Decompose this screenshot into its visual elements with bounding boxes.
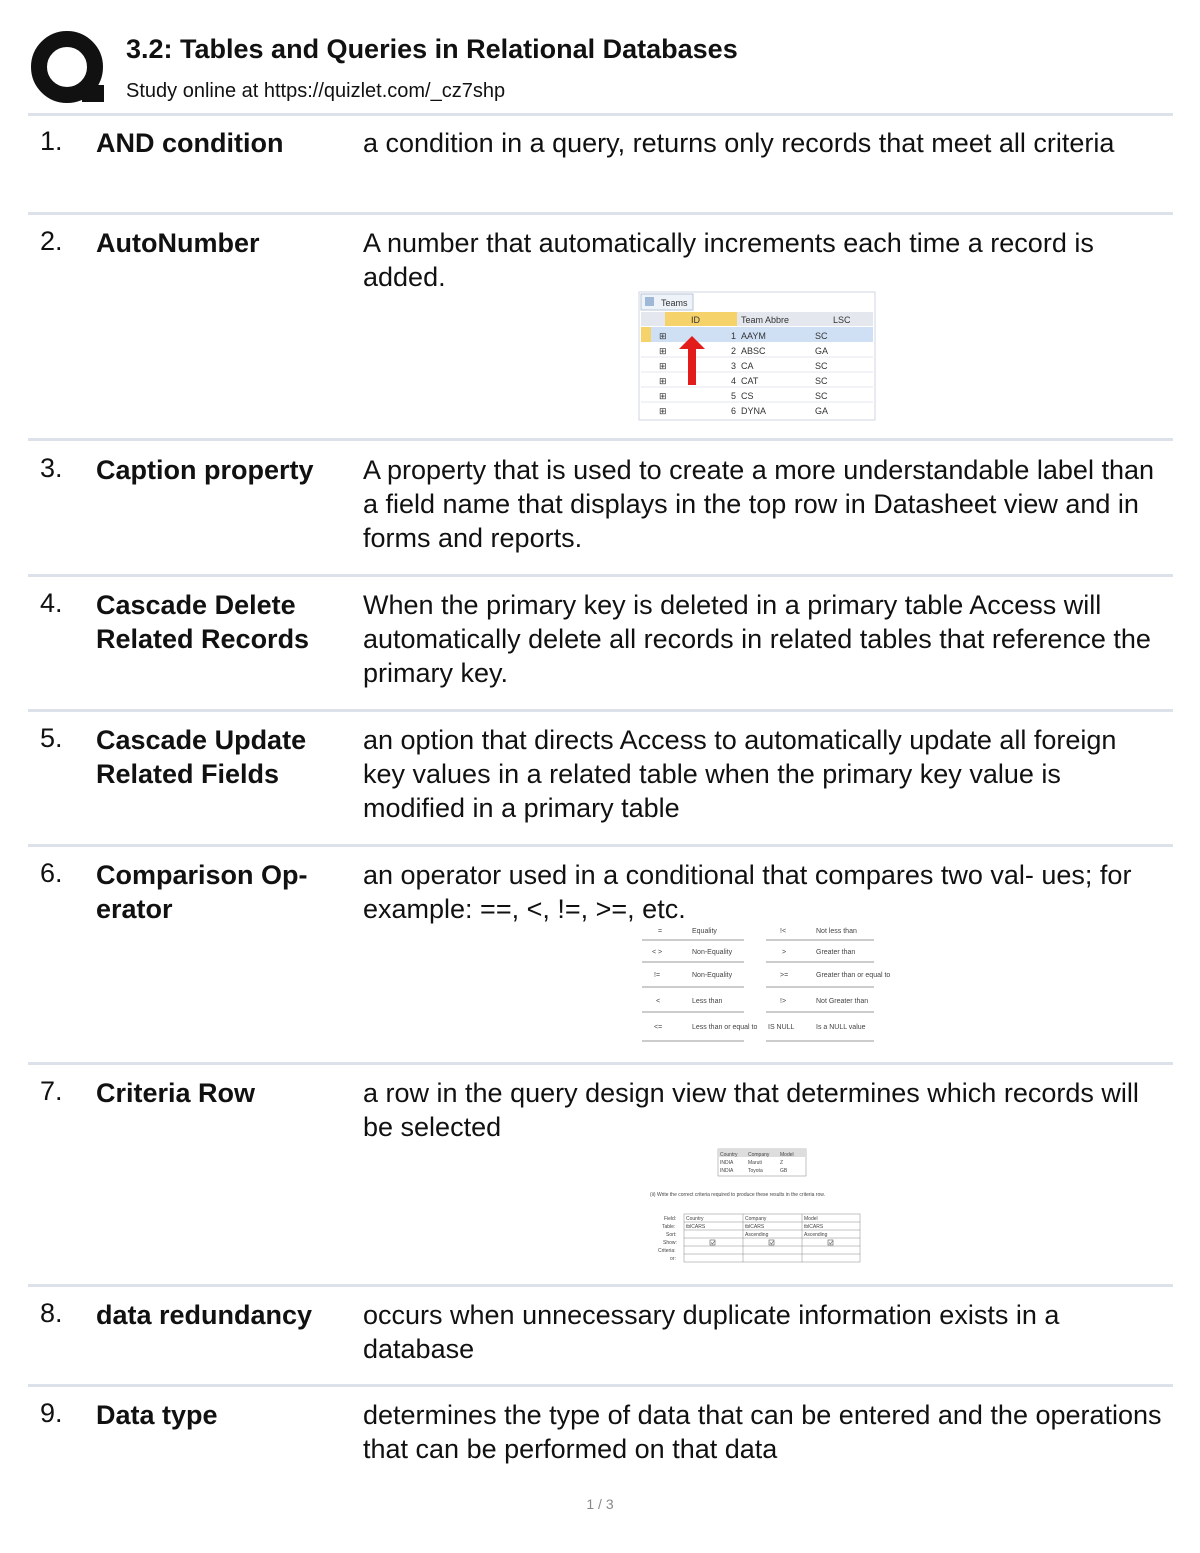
divider <box>28 113 1173 116</box>
row-abbr: CAT <box>741 376 759 386</box>
quizlet-logo-icon <box>30 30 106 106</box>
page-number: 1 / 3 <box>586 1496 614 1512</box>
item-definition: A number that automatically increments each time a record is added. <box>363 228 1094 292</box>
divider <box>28 844 1173 847</box>
row-id: 1 <box>731 331 737 341</box>
row-id: 6 <box>731 406 737 416</box>
svg-text:⊞: ⊞ <box>659 376 667 386</box>
svg-text:INDIA: INDIA <box>720 1160 734 1166</box>
row-id: 3 <box>731 361 737 371</box>
item-number: 3. <box>40 453 63 483</box>
svg-text:Sort:: Sort: <box>666 1232 677 1238</box>
result-header: Country <box>720 1152 738 1158</box>
item-term: Data type <box>96 1400 218 1430</box>
svg-text:tblCARS: tblCARS <box>745 1224 765 1230</box>
row-abbr: AAYM <box>741 331 766 341</box>
svg-text:Table:: Table: <box>662 1224 676 1230</box>
divider <box>28 574 1173 577</box>
item-definition: a row in the query design view that determines which records will be selected <box>363 1078 1139 1142</box>
svg-text:⊞: ⊞ <box>659 346 667 356</box>
item-number: 7. <box>40 1076 63 1106</box>
operator-symbol: !< <box>780 928 787 935</box>
operator-symbol: IS NULL <box>768 1024 795 1031</box>
operator-desc: Greater than <box>816 949 856 956</box>
operator-desc: Greater than or equal to <box>816 972 891 979</box>
item-definition: When the primary key is deleted in a primary table Access will automatically delete all records in related tables that reference the primary key. <box>363 590 1151 688</box>
operator-symbol: < <box>656 998 661 1005</box>
item-definition: an option that directs Access to automatically update all foreign key values in a related table when the primary key value is modified in a primary table <box>363 725 1117 823</box>
svg-text:⊞: ⊞ <box>659 391 667 401</box>
item-term: AutoNumber <box>96 228 260 258</box>
operator-symbol: !> <box>780 998 787 1005</box>
operator-desc: Less than or equal to <box>692 1024 758 1031</box>
item-term: Criteria Row <box>96 1078 256 1108</box>
item-number: 4. <box>40 588 63 618</box>
item-term: Comparison Op- erator <box>96 860 308 924</box>
row-abbr: CA <box>741 361 754 371</box>
svg-text:INDIA: INDIA <box>720 1168 734 1174</box>
divider <box>28 1062 1173 1065</box>
divider <box>28 1384 1173 1387</box>
operator-symbol: < > <box>652 949 663 956</box>
column-header: ID <box>691 315 700 325</box>
operator-desc: Not Greater than <box>816 998 869 1005</box>
operator-symbol: != <box>654 972 661 979</box>
svg-text:tblCARS: tblCARS <box>686 1224 706 1230</box>
svg-text:Criteria:: Criteria: <box>658 1248 676 1254</box>
autonumber-table-figure <box>639 292 875 420</box>
item-definition: A property that is used to create a more understandable label than a field name that displays in the top row in Datasheet view and in forms and reports. <box>363 455 1155 553</box>
comparison-operators-figure <box>640 923 891 1045</box>
item-number: 9. <box>40 1398 63 1428</box>
checkbox-icon <box>710 1240 833 1245</box>
svg-text:Model: Model <box>804 1216 818 1222</box>
row-id: 2 <box>731 346 737 356</box>
svg-text:or:: or: <box>670 1256 676 1262</box>
divider <box>28 438 1173 441</box>
item-term: Cascade Update Related Fields <box>96 725 307 789</box>
item-term: AND condition <box>96 128 284 158</box>
criteria-question: (ii) Write the correct criteria required to produce these results in the criteria row. <box>650 1192 825 1198</box>
page-title: 3.2: Tables and Queries in Relational Databases <box>126 34 738 64</box>
column-header: Team Abbre <box>741 315 790 325</box>
criteria-row-figure <box>648 1146 866 1268</box>
svg-text:tblCARS: tblCARS <box>804 1224 824 1230</box>
divider <box>28 709 1173 712</box>
operator-desc: Is a NULL value <box>816 1024 866 1031</box>
item-number: 2. <box>40 226 63 256</box>
item-term: Caption property <box>96 455 314 485</box>
item-term: Cascade Delete Related Records <box>96 590 310 654</box>
column-header: LSC <box>833 315 851 325</box>
svg-text:Toyota: Toyota <box>748 1168 763 1174</box>
svg-text:Z: Z <box>780 1160 784 1166</box>
svg-text:Maruti: Maruti <box>748 1160 762 1166</box>
svg-text:Field:: Field: <box>664 1216 677 1222</box>
operator-symbol: <= <box>654 1024 663 1031</box>
svg-text:Company: Company <box>745 1216 767 1222</box>
item-number: 1. <box>40 126 63 156</box>
svg-text:⊞: ⊞ <box>659 361 667 371</box>
svg-text:Ascending: Ascending <box>804 1232 828 1238</box>
row-lsc: GA <box>815 406 829 416</box>
operator-desc: Not less than <box>816 928 857 935</box>
divider <box>28 212 1173 215</box>
operator-desc: Non-Equality <box>692 972 733 979</box>
row-lsc: SC <box>815 331 828 341</box>
operator-symbol: >= <box>780 972 789 979</box>
operator-symbol: > <box>782 949 787 956</box>
operator-desc: Non-Equality <box>692 949 733 956</box>
result-header: Company <box>748 1152 770 1158</box>
svg-text:Country: Country <box>686 1216 704 1222</box>
item-term: data redundancy <box>96 1300 313 1330</box>
operator-desc: Less than <box>692 998 723 1005</box>
item-definition: occurs when unnecessary duplicate information exists in a database <box>363 1300 1060 1364</box>
row-abbr: CS <box>741 391 754 401</box>
svg-text:Show:: Show: <box>663 1240 677 1246</box>
row-id: 4 <box>731 376 737 386</box>
row-abbr: DYNA <box>741 406 767 416</box>
svg-text:⊞: ⊞ <box>659 331 667 341</box>
row-abbr: ABSC <box>741 346 766 356</box>
row-lsc: SC <box>815 391 828 401</box>
row-lsc: SC <box>815 361 828 371</box>
item-definition: a condition in a query, returns only records that meet all criteria <box>363 128 1115 158</box>
divider <box>28 1284 1173 1287</box>
item-number: 6. <box>40 858 63 888</box>
result-header: Model <box>780 1152 794 1158</box>
item-definition: determines the type of data that can be entered and the operations that can be performed on that data <box>363 1400 1162 1464</box>
svg-text:Ascending: Ascending <box>745 1232 769 1238</box>
row-lsc: GA <box>815 346 829 356</box>
table-tab-label: Teams <box>661 298 688 308</box>
row-lsc: SC <box>815 376 828 386</box>
page-subtitle: Study online at https://quizlet.com/_cz7shp <box>126 80 506 102</box>
operator-symbol: = <box>658 928 663 935</box>
svg-text:GB: GB <box>780 1168 788 1174</box>
row-id: 5 <box>731 391 737 401</box>
item-number: 8. <box>40 1298 63 1328</box>
svg-text:⊞: ⊞ <box>659 406 667 416</box>
item-number: 5. <box>40 723 63 753</box>
operator-desc: Equality <box>692 928 717 935</box>
item-definition: an operator used in a conditional that compares two val- ues; for example: ==, <, !=, >=, etc. <box>363 860 1132 924</box>
